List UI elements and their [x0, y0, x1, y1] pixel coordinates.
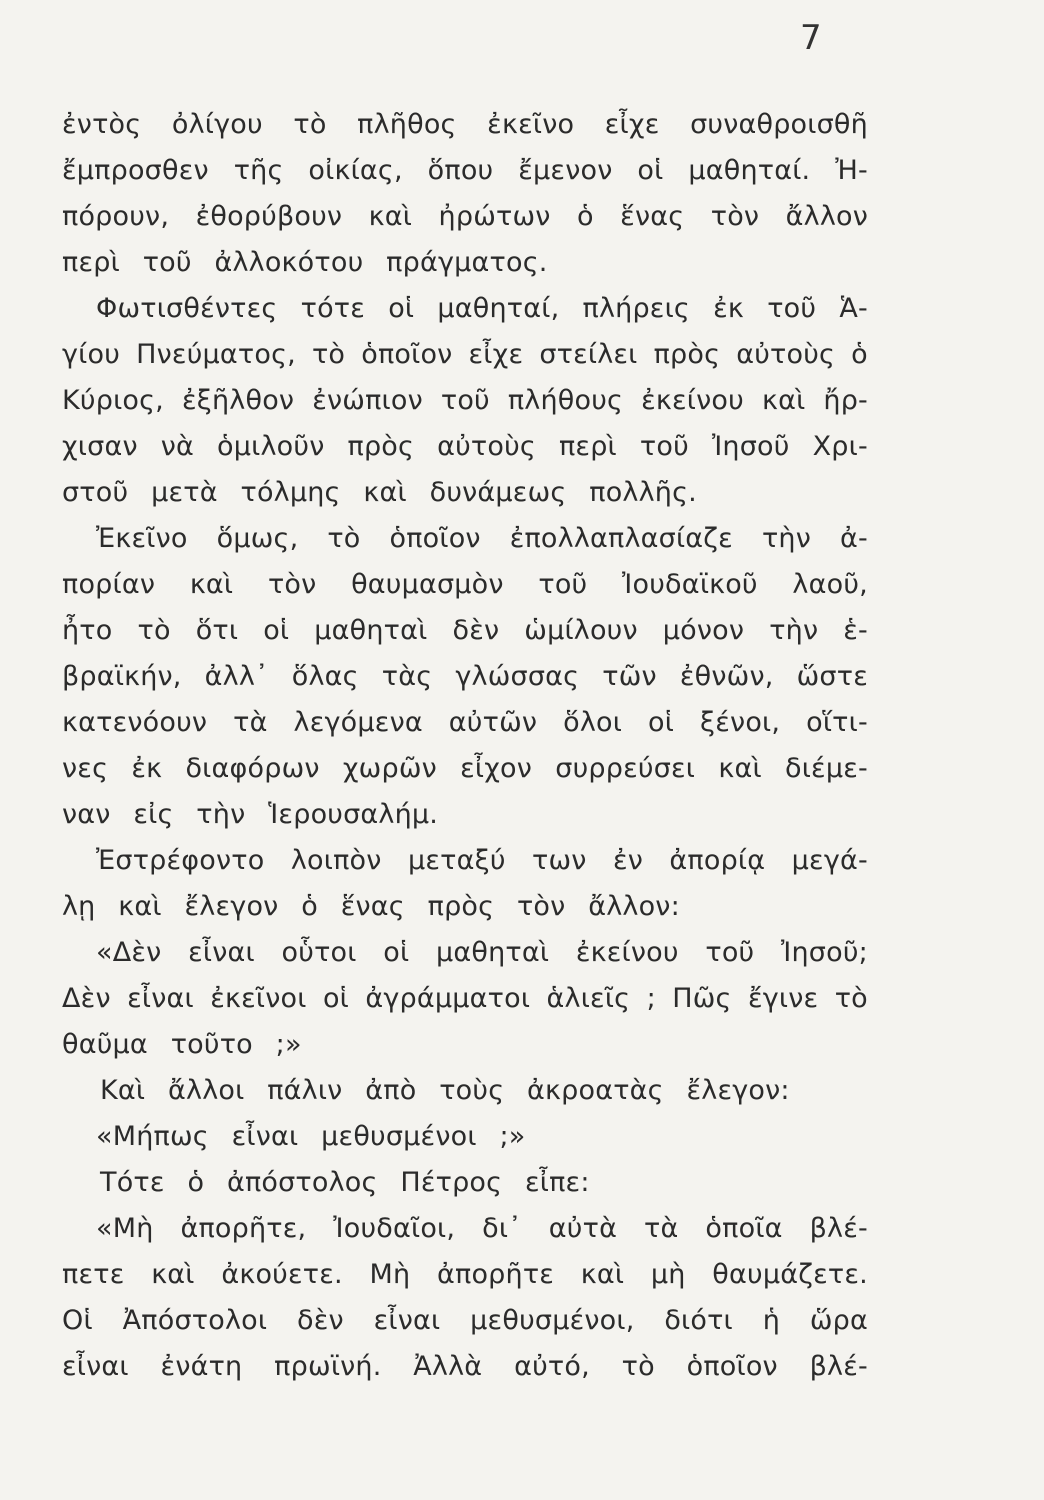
- text-line: βραϊκήν, ἀλλ᾽ ὅλας τὰς γλώσσας τῶν ἐθνῶν, ὥστε: [62, 661, 868, 692]
- text-line: ναν εἰς τὴν Ἱερουσαλήμ.: [62, 799, 439, 830]
- text-line: ἐντὸς ὀλίγου τὸ πλῆθος ἐκεῖνο εἶχε συναθροισθῆ: [62, 109, 868, 140]
- text-line: ἦτο τὸ ὅτι οἱ μαθηταὶ δὲν ὡμίλουν μόνον τὴν ἑ-: [62, 615, 868, 646]
- text-line: στοῦ μετὰ τόλμης καὶ δυνάμεως πολλῆς.: [62, 477, 697, 508]
- text-line: θαῦμα τοῦτο ;»: [62, 1029, 302, 1060]
- text-line: Ἐκεῖνο ὅμως, τὸ ὁποῖον ἐπολλαπλασίαζε τὴν ἀ-: [96, 523, 868, 554]
- text-line: «Μὴ ἀπορῆτε, Ἰουδαῖοι, δι᾽ αὐτὰ τὰ ὁποῖα βλέ-: [96, 1213, 868, 1244]
- text-line: πετε καὶ ἀκούετε. Μὴ ἀπορῆτε καὶ μὴ θαυμάζετε.: [62, 1259, 868, 1290]
- text-line: νες ἐκ διαφόρων χωρῶν εἶχον συρρεύσει καὶ διέμε-: [62, 753, 868, 784]
- text-line: Ἐστρέφοντο λοιπὸν μεταξύ των ἐν ἀπορίᾳ μεγά-: [96, 845, 868, 876]
- text-line: περὶ τοῦ ἀλλοκότου πράγματος.: [62, 247, 548, 278]
- text-line: Καὶ ἄλλοι πάλιν ἀπὸ τοὺς ἀκροατὰς ἔλεγον:: [100, 1075, 790, 1106]
- text-line: Οἱ Ἀπόστολοι δὲν εἶναι μεθυσμένοι, διότι ἡ ὥρα: [62, 1305, 868, 1336]
- page-number: 7: [800, 18, 822, 58]
- text-line: κατενόουν τὰ λεγόμενα αὐτῶν ὅλοι οἱ ξένοι, οἵτι-: [62, 707, 868, 738]
- text-line: «Μήπως εἶναι μεθυσμένοι ;»: [96, 1121, 526, 1152]
- text-line: λῃ καὶ ἔλεγον ὁ ἕνας πρὸς τὸν ἄλλον:: [62, 891, 680, 922]
- text-line: πορίαν καὶ τὸν θαυμασμὸν τοῦ Ἰουδαϊκοῦ λαοῦ,: [62, 569, 868, 600]
- text-line: Τότε ὁ ἀπόστολος Πέτρος εἶπε:: [100, 1167, 590, 1198]
- text-line: γίου Πνεύματος, τὸ ὁποῖον εἶχε στείλει πρὸς αὐτοὺς ὁ: [62, 339, 868, 370]
- text-line: πόρουν, ἐθορύβουν καὶ ἠρώτων ὁ ἕνας τὸν ἄλλον: [62, 201, 868, 232]
- text-line: Φωτισθέντες τότε οἱ μαθηταί, πλήρεις ἐκ τοῦ Ἁ-: [96, 293, 868, 324]
- text-line: εἶναι ἐνάτη πρωϊνή. Ἀλλὰ αὐτό, τὸ ὁποῖον βλέ-: [62, 1351, 868, 1382]
- text-line: «Δὲν εἶναι οὗτοι οἱ μαθηταὶ ἐκείνου τοῦ Ἰησοῦ;: [96, 937, 868, 968]
- text-line: Δὲν εἶναι ἐκεῖνοι οἱ ἀγράμματοι ἁλιεῖς ; Πῶς ἔγινε τὸ: [62, 983, 868, 1014]
- text-line: Κύριος, ἐξῆλθον ἐνώπιον τοῦ πλήθους ἐκείνου καὶ ἤρ-: [62, 385, 868, 416]
- text-line: ἔμπροσθεν τῆς οἰκίας, ὅπου ἔμενον οἱ μαθηταί. Ἠ-: [62, 155, 868, 186]
- text-line: χισαν νὰ ὁμιλοῦν πρὸς αὐτοὺς περὶ τοῦ Ἰησοῦ Χρι-: [62, 431, 868, 462]
